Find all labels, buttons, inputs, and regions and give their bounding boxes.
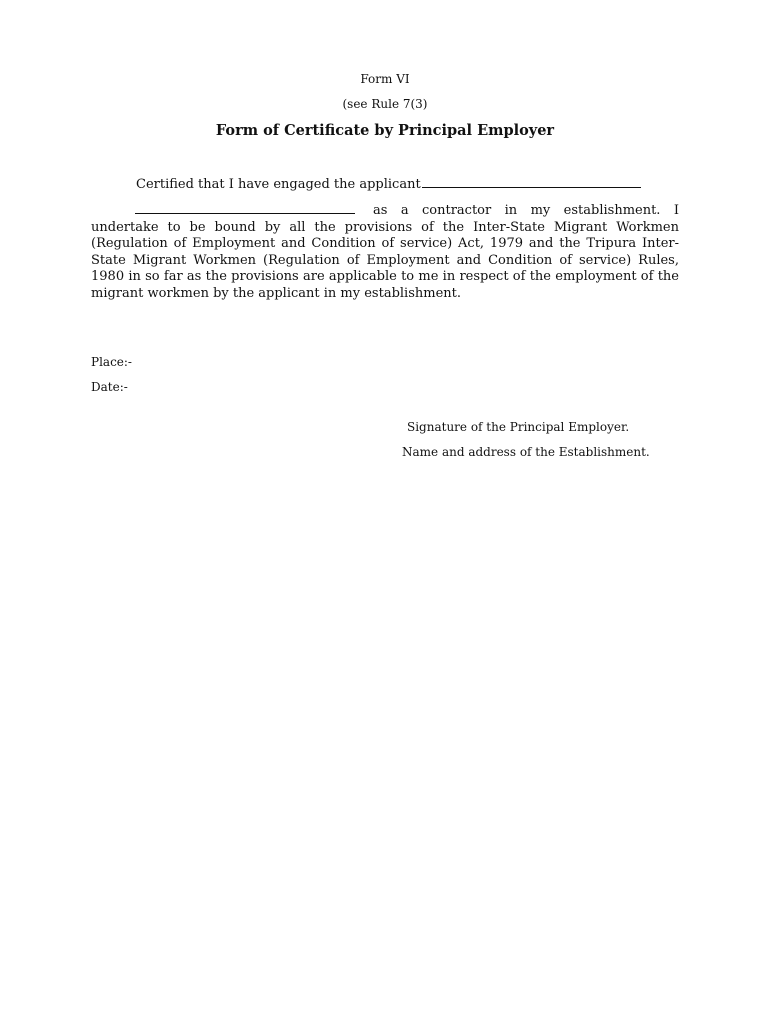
applicant-details-blank: [135, 212, 355, 214]
page-title: Form of Certificate by Principal Employer: [215, 122, 555, 139]
signature-label: Signature of the Principal Employer.: [407, 420, 630, 434]
form-number: Form VI: [360, 72, 410, 86]
place-label: Place:-: [91, 355, 132, 369]
certificate-opening-line: [136, 177, 641, 192]
applicant-name-blank: [422, 186, 641, 188]
date-label: Date:-: [91, 380, 128, 394]
certificate-body-text: as a contractor in my establishment. I undertake to be bound by all the provisions of the Inter-State Migrant Workmen (Regulation of Employment and Condition of service) Act, 1979 and the Tripura Inter-State Migrant Workmen (Regulation of Employment and Condition of service) Rules, 1980 in so far as the provisions are applicable to me in respect of the employment of the migrant workmen by the applicant in my establishment.: [91, 203, 679, 301]
certificate-opening-text: Certified that I have engaged the applicant: [136, 177, 421, 192]
certificate-body: [91, 203, 679, 303]
rule-reference: (see Rule 7(3): [342, 97, 428, 111]
establishment-label: Name and address of the Establishment.: [402, 445, 650, 459]
